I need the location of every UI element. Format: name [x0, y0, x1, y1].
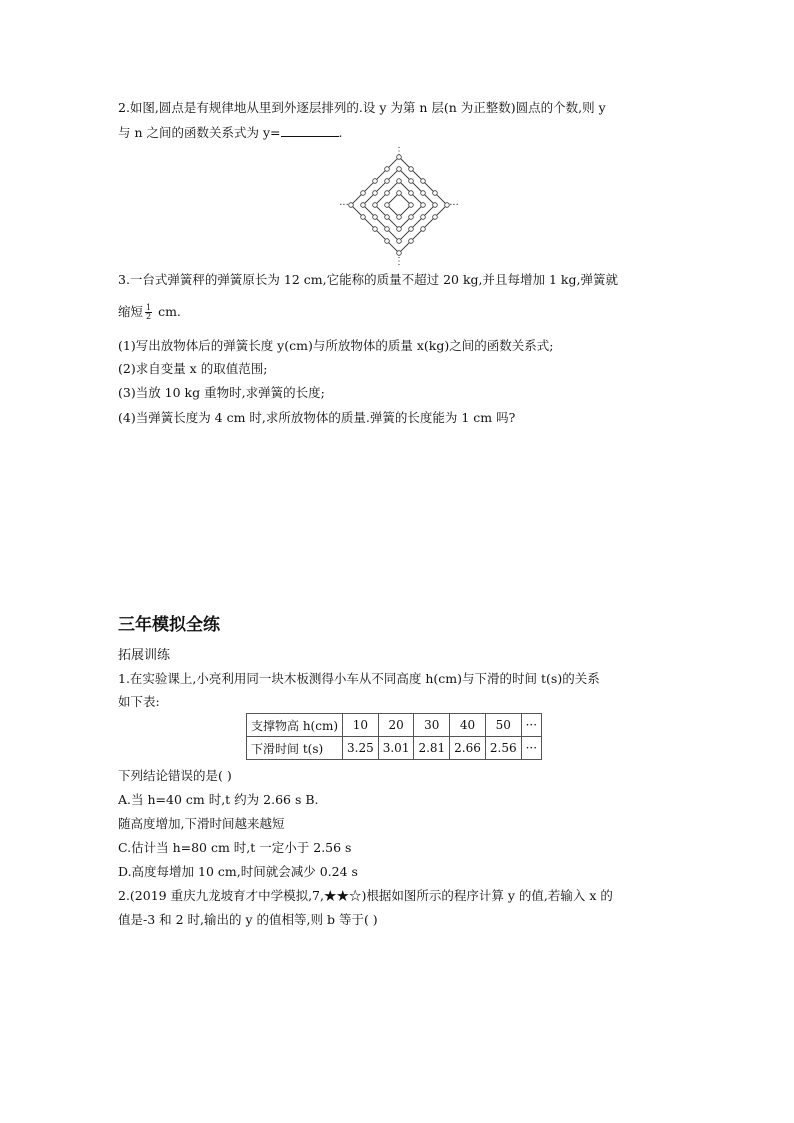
ex2-line2: 值是-3 和 2 时,输出的 y 的值相等,则 b 等于( ) [118, 912, 378, 927]
layer-dot [409, 215, 414, 220]
layer-dot [373, 179, 378, 184]
table-row [247, 737, 542, 760]
table-row-header: 支撑物高 h(cm) [247, 714, 343, 737]
layer-dot [421, 227, 426, 232]
layer-dot [409, 179, 414, 184]
layer-dot [385, 179, 390, 184]
table-cell: 30 [414, 714, 450, 737]
layer-dot [409, 191, 414, 196]
layer-dot [397, 239, 402, 244]
layer-dot [409, 227, 414, 232]
layer-dot [397, 179, 402, 184]
layer-dot [361, 203, 366, 208]
q2-line2-prefix: 与 n 之间的函数关系式为 y= [118, 125, 281, 140]
diamond-layer-2 [375, 181, 423, 229]
layer-dot [433, 203, 438, 208]
height-time-table [246, 713, 542, 760]
q2-line2 [118, 124, 343, 141]
table-row [247, 714, 542, 737]
layer-dot [385, 215, 390, 220]
section-title: 三年模拟全练 [118, 615, 220, 635]
table-cell: ··· [521, 714, 541, 737]
diamond-layer-1 [387, 193, 411, 217]
table-cell: 2.66 [450, 737, 486, 760]
layer-dot [433, 215, 438, 220]
q2-line1: 2.如图,圆点是有规律地从里到外逐层排列的.设 y 为第 n 层(n 为正整数)圆点的个数,则 y [118, 100, 606, 115]
layer-dot [409, 167, 414, 172]
layer-dot [397, 215, 402, 220]
nested-diamond-dot-figure [334, 145, 464, 265]
table-row-header: 下滑时间 t(s) [247, 737, 343, 760]
section-subtitle: 拓展训练 [118, 648, 171, 663]
ex1-question: 下列结论错误的是( ) [118, 768, 232, 783]
table-cell: 20 [378, 714, 414, 737]
table-cell: 3.01 [378, 737, 414, 760]
ex1-option-c: C.估计当 h=80 cm 时,t 一定小于 2.56 s [118, 840, 352, 855]
table-cell: 10 [343, 714, 379, 737]
q3-sub1: (1)写出放物体后的弹簧长度 y(cm)与所放物体的质量 x(kg)之间的函数关系式; [118, 338, 554, 353]
ex1-line2: 如下表: [118, 694, 160, 709]
layer-dot [385, 191, 390, 196]
layer-dot [385, 239, 390, 244]
layer-dot [409, 239, 414, 244]
layer-dot [349, 203, 354, 208]
q3-sub4: (4)当弹簧长度为 4 cm 时,求所放物体的质量.弹簧的长度能为 1 cm 吗? [118, 410, 516, 425]
dots-bottom: ⋮ [394, 256, 404, 265]
ex1-option-d: D.高度每增加 10 cm,时间就会减少 0.24 s [118, 864, 358, 879]
dots-left: ··· [339, 200, 349, 211]
layer-dot [361, 215, 366, 220]
q3-line2-suffix: cm. [154, 304, 181, 319]
layer-dot [385, 203, 390, 208]
dots-top: ⋮ [394, 146, 404, 157]
table-cell: 2.81 [414, 737, 450, 760]
table-cell: ··· [521, 737, 541, 760]
layer-dot [409, 203, 414, 208]
q3-line1: 3.一台式弹簧秤的弹簧原长为 12 cm,它能称的质量不超过 20 kg,并且每增加 1 kg,弹簧就 [118, 272, 618, 287]
layer-dot [421, 203, 426, 208]
ex2-line1: 2.(2019 重庆九龙坡育才中学模拟,7,★★☆)根据如图所示的程序计算 y 的值,若输入 x 的 [118, 888, 613, 903]
table-cell: 50 [485, 714, 521, 737]
layer-dot [373, 227, 378, 232]
answer-blank [281, 124, 339, 137]
layer-dot [373, 215, 378, 220]
ex1-option-a: A.当 h=40 cm 时,t 约为 2.66 s B. [118, 792, 319, 807]
layer-dot [421, 215, 426, 220]
layer-dot [385, 167, 390, 172]
q3-sub2: (2)求自变量 x 的取值范围; [118, 361, 268, 376]
layer-dot [361, 191, 366, 196]
ex1-option-b: 随高度增加,下滑时间越来越短 [118, 816, 285, 831]
table-cell: 3.25 [343, 737, 379, 760]
layer-dot [397, 227, 402, 232]
q2-line2-suffix: . [338, 125, 343, 140]
layer-dot [385, 227, 390, 232]
table-cell: 2.56 [485, 737, 521, 760]
dots-right: ··· [449, 200, 459, 211]
layer-dot [397, 251, 402, 256]
fraction-one-half: $\frac{1}{2}$ [146, 303, 152, 321]
layer-dot [373, 191, 378, 196]
q3-line2-prefix: 缩短 [118, 304, 144, 319]
layer-dot [421, 179, 426, 184]
layer-dot [397, 191, 402, 196]
q3-line2 [118, 304, 181, 321]
q3-sub3: (3)当放 10 kg 重物时,求弹簧的长度; [118, 385, 325, 400]
layer-dots [349, 155, 450, 256]
layer-dot [421, 191, 426, 196]
layer-dot [397, 167, 402, 172]
ex1-line1: 1.在实验课上,小亮利用同一块木板测得小车从不同高度 h(cm)与下滑的时间 t(s)的关系 [118, 671, 600, 686]
layer-dot [373, 203, 378, 208]
layer-dot [433, 191, 438, 196]
table-cell: 40 [450, 714, 486, 737]
